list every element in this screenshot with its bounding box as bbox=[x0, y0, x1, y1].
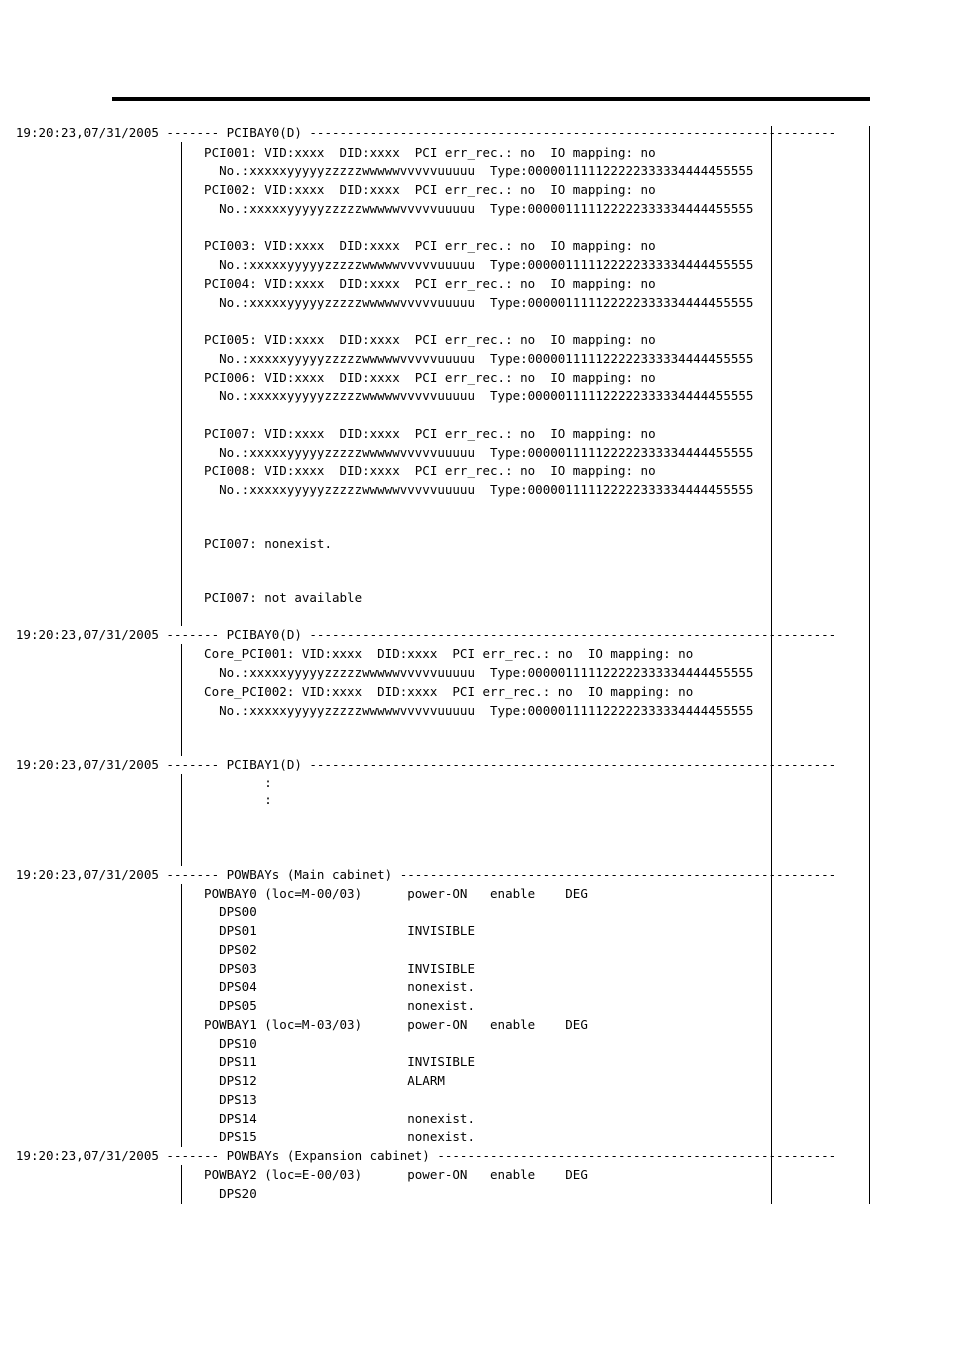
console-line: PCI004: VID:xxxx DID:xxxx PCI err_rec.: no IO mapping: no bbox=[189, 276, 656, 291]
console-line: DPS10 bbox=[189, 1036, 257, 1051]
console-line: DPS15 nonexist. bbox=[189, 1129, 475, 1144]
console-line: DPS05 nonexist. bbox=[189, 998, 475, 1013]
console-line: DPS04 nonexist. bbox=[189, 979, 475, 994]
console-line: PCI001: VID:xxxx DID:xxxx PCI err_rec.: no IO mapping: no bbox=[189, 145, 656, 160]
console-line: DPS03 INVISIBLE bbox=[189, 961, 475, 976]
console-line: DPS11 INVISIBLE bbox=[189, 1054, 475, 1069]
console-line: PCI003: VID:xxxx DID:xxxx PCI err_rec.: no IO mapping: no bbox=[189, 238, 656, 253]
console-line: Core_PCI001: VID:xxxx DID:xxxx PCI err_rec.: no IO mapping: no bbox=[189, 646, 694, 661]
console-line: DPS14 nonexist. bbox=[189, 1111, 475, 1126]
console-line: DPS02 bbox=[189, 942, 257, 957]
console-line: No.:xxxxxyyyyyzzzzzwwwwwvvvvvuuuuu Type:000001111122222333334444455555 bbox=[189, 351, 754, 366]
console-line: No.:xxxxxyyyyyzzzzzwwwwwvvvvvuuuuu Type:000001111122222333334444455555 bbox=[189, 703, 754, 718]
console-line: PCI007: nonexist. bbox=[189, 536, 332, 551]
console-line: No.:xxxxxyyyyyzzzzzwwwwwvvvvvuuuuu Type:000001111122222333334444455555 bbox=[189, 482, 754, 497]
frame-left-border bbox=[181, 126, 182, 1204]
top-rule bbox=[112, 97, 870, 101]
frame-right-border bbox=[771, 126, 772, 1204]
console-line: PCI008: VID:xxxx DID:xxxx PCI err_rec.: no IO mapping: no bbox=[189, 463, 656, 478]
console-line: DPS13 bbox=[189, 1092, 257, 1107]
console-line: DPS12 ALARM bbox=[189, 1073, 445, 1088]
console-line: DPS00 bbox=[189, 904, 257, 919]
console-line: DPS20 bbox=[189, 1186, 257, 1201]
console-line: POWBAY0 (loc=M-00/03) power-ON enable DEG bbox=[189, 886, 588, 901]
console-line: PCI007: not available bbox=[189, 590, 363, 605]
console-line: Core_PCI002: VID:xxxx DID:xxxx PCI err_rec.: no IO mapping: no bbox=[189, 684, 694, 699]
console-line: PCI002: VID:xxxx DID:xxxx PCI err_rec.: no IO mapping: no bbox=[189, 182, 656, 197]
page-right-border bbox=[869, 126, 870, 1204]
console-line: : bbox=[189, 775, 272, 790]
console-line: PCI005: VID:xxxx DID:xxxx PCI err_rec.: no IO mapping: no bbox=[189, 332, 656, 347]
console-line: No.:xxxxxyyyyyzzzzzwwwwwvvvvvuuuuu Type:000001111122222333334444455555 bbox=[189, 201, 754, 216]
console-line: POWBAY1 (loc=M-03/03) power-ON enable DEG bbox=[189, 1017, 588, 1032]
console-line: No.:xxxxxyyyyyzzzzzwwwwwvvvvvuuuuu Type:000001111122222333334444455555 bbox=[189, 295, 754, 310]
console-line: : bbox=[189, 792, 272, 807]
console-line: No.:xxxxxyyyyyzzzzzwwwwwvvvvvuuuuu Type:000001111122222333334444455555 bbox=[189, 257, 754, 272]
console-line: No.:xxxxxyyyyyzzzzzwwwwwvvvvvuuuuu Type:000001111122222333334444455555 bbox=[189, 665, 754, 680]
console-line: No.:xxxxxyyyyyzzzzzwwwwwvvvvvuuuuu Type:000001111122222333334444455555 bbox=[189, 445, 754, 460]
console-line: PCI007: VID:xxxx DID:xxxx PCI err_rec.: no IO mapping: no bbox=[189, 426, 656, 441]
console-line: POWBAY2 (loc=E-00/03) power-ON enable DEG bbox=[189, 1167, 588, 1182]
console-line: No.:xxxxxyyyyyzzzzzwwwwwvvvvvuuuuu Type:000001111122222333334444455555 bbox=[189, 388, 754, 403]
console-line: DPS01 INVISIBLE bbox=[189, 923, 475, 938]
console-line: PCI006: VID:xxxx DID:xxxx PCI err_rec.: no IO mapping: no bbox=[189, 370, 656, 385]
console-line: No.:xxxxxyyyyyzzzzzwwwwwvvvvvuuuuu Type:000001111122222333334444455555 bbox=[189, 163, 754, 178]
console-output: ---- PCIBAY0(D) ---------------------------------------------------------------------- 19:20:23,07/31/2005 --- PCI001: VID:xxxx DID:xxxx PCI err_rec.: no IO mapping: no No.:xxxxxyyyyyzzzzzwwwwwvvvvvuuuuu Type:000001111122222333334444455555 PCI002: VID:xxxx DID:xxxx PCI err_rec.: no IO mapping: no No.:xxxxxyyyyyzzzzzwwwwwvvvvvuuuuu Type:000001111122222333334444455555 PCI003: VID:xxxx DID:xxxx PCI err_rec.: no IO mapping: no No.:xxxxxyyyyyzzzzzwwwwwvvvvvuuuuu Type:000001111122222333334444455555 PCI004: VID:xxxx DID:xxxx PCI err_rec.: no IO mapping: no No.:xxxxxyyyyyzzzzzwwwwwvvvvvuuuuu Type:000001111122222333334444455555 PCI005: VID:xxxx DID:xxxx PCI err_rec.: no IO mapping: no No.:xxxxxyyyyyzzzzzwwwwwvvvvvuuuuu Type:000001111122222333334444455555 PCI006: VID:xxxx DID:xxxx PCI err_rec.: no IO mapping: no No.:xxxxxyyyyyzzzzzwwwwwvvvvvuuuuu Type:000001111122222333334444455555 PCI007: VID:xxxx DID:xxxx PCI err_rec.: no IO mapping: no No.:xxxxxyyyyyzzzzzwwwwwvvvvvuuuuu Type:000001111122222333334444455555 PCI008: VID:xxxx DID:xxxx PCI err_rec.: no IO mapping: no No.:xxxxxyyyyyzzzzzwwwwwvvvvvuuuuu Type:000001111122222333334444455555 PCI007: nonexist. PCI007: not available ---- PCIBAY0(D) ---------------------------------------------------------------------- 19:20:23,07/31/2005 --- Core_PCI001: VID:xxxx DID:xxxx PCI err_rec.: no IO mapping: no No.:xxxxxyyyyyzzzzzwwwwwvvvvvuuuuu Type:000001111122222333334444455555 Core_PCI002: VID:xxxx DID:xxxx PCI err_rec.: no IO mapping: no No.:xxxxxyyyyyzzzzzwwwwwvvvvvuuuuu Type:000001111122222333334444455555 ---- PCIBAY1(D) ---------------------------------------------------------------------- 19:20:23,07/31/2005 --- : : ---- POWBAYs (Main cabinet) ---------------------------------------------------------- 19:20:23,07/31/2005 --- POWBAY0 (loc=M-00/03) power-ON enable DEG DPS00 DPS01 INVISIBLE DPS02 DPS03 INVISIBLE DPS04 nonexist. DPS05 nonexist. POWBAY1 (loc=M-03/03) power-ON enable DEG DPS10 DPS11 INVISIBLE DPS12 ALARM DPS13 DPS14 nonexist. DPS15 nonexist. ---- POWBAYs (Expansion cabinet) ----------------------------------------------------- 19:20:23,07/31/2005 --- POWBAY2 (loc=E-00/03) power-ON enable DEG DPS20 bbox=[8, 125, 837, 1201]
